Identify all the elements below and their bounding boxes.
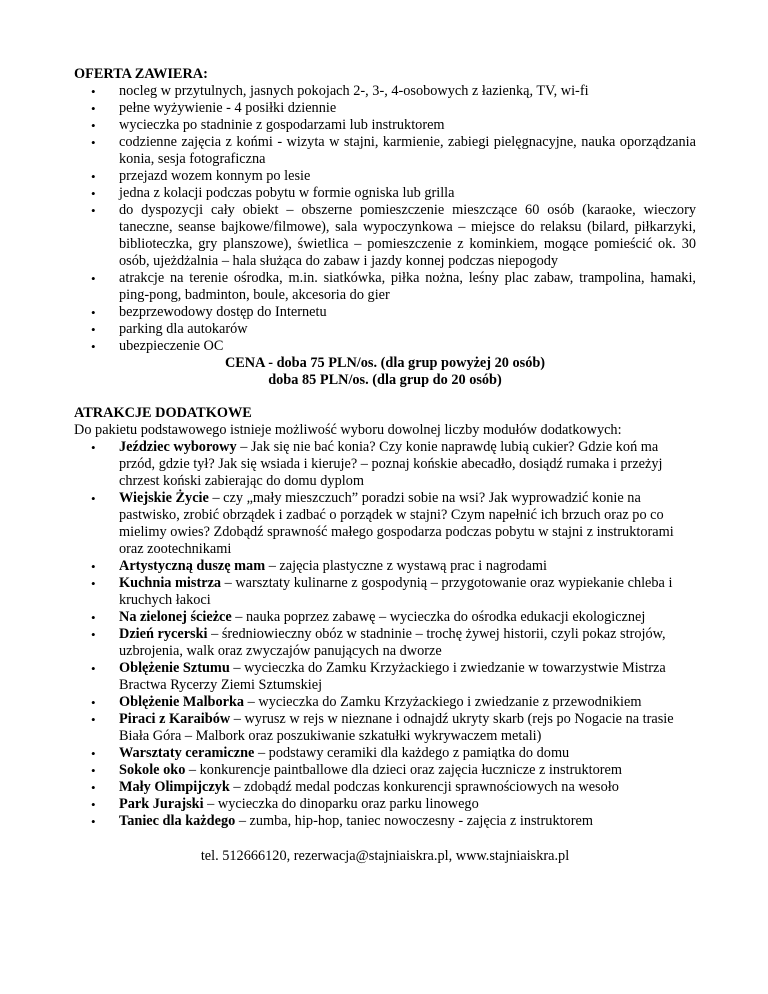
- extras-item: [74, 439, 696, 490]
- extras-item-text: – zumba, hip-hop, taniec nowoczesny - zajęcia z instruktorem: [235, 813, 593, 829]
- extras-item-text: – konkurencje paintballowe dla dzieci oraz zajęcia łucznicze z instruktorem: [185, 762, 622, 778]
- extras-item: [74, 558, 696, 575]
- offer-item: • przejazd wozem konnym po lesie: [74, 168, 696, 185]
- extras-item-text: – podstawy ceramiki dla każdego z pamiątka do domu: [254, 745, 570, 761]
- extras-item: [74, 796, 696, 813]
- extras-item-title: Dzień rycerski: [119, 626, 208, 642]
- offer-item: • wycieczka po stadninie z gospodarzami lub instruktorem: [74, 117, 696, 134]
- extras-item-text: – zajęcia plastyczne z wystawą prac i nagrodami: [265, 558, 547, 574]
- extras-item: [74, 813, 696, 830]
- extras-item-title: Na zielonej ścieżce: [119, 609, 232, 625]
- extras-item-title: Warsztaty ceramiczne: [119, 745, 255, 761]
- extras-item: [74, 575, 696, 609]
- extras-item-text: – warsztaty kulinarne z gospodynią – przygotowanie oraz wypiekanie chleba i kruchych łakoci: [119, 575, 673, 608]
- price-line-1: CENA - doba 75 PLN/os. (dla grup powyżej 20 osób): [224, 355, 546, 371]
- offer-item: • bezprzewodowy dostęp do Internetu: [74, 304, 696, 321]
- extras-item-text: – czy „mały mieszczuch” poradzi sobie na wsi? Jak wyprowadzić konie na pastwisko, zrobić obrządek i zadbać o porządek w stajni? Czym napełnić ich brzuch oraz po co mielimy owies? Zdobądź sprawność małego gospodarza podczas pobytu w stajni z instruktorami oraz zootechnikami: [119, 490, 674, 557]
- offer-item: • atrakcje na terenie ośrodka, m.in. siatkówka, piłka nożna, leśny plac zabaw, trampolina, hamaki, ping-pong, badminton, boule, akcesoria do gier: [74, 270, 696, 304]
- offer-item: • pełne wyżywienie - 4 posiłki dziennie: [74, 100, 696, 117]
- extras-item-title: Sokole oko: [119, 762, 186, 778]
- extras-item: [74, 779, 696, 796]
- extras-item-title: Mały Olimpijczyk: [119, 779, 230, 795]
- extras-item-title: Taniec dla każdego: [119, 813, 236, 829]
- extras-item-title: Jeździec wyborowy: [119, 439, 237, 455]
- price-line-2: doba 85 PLN/os. (dla grup do 20 osób): [268, 372, 502, 388]
- extras-item-text: – nauka poprzez zabawę – wycieczka do ośrodka edukacji ekologicznej: [231, 609, 646, 625]
- offer-item: • do dyspozycji cały obiekt – obszerne pomieszczenie mieszczące 60 osób (karaoke, wieczory taneczne, seanse bajkowe/filmowe), sala wypoczynkowa – miejsce do relaksu (bilard, piłkarzyki, biblioteczka, gry planszowe), świetlica – pomieszczenie z kominkiem, mogące pomieścić ok. 30 osób, ujeżdżalnia – hala służąca do zabaw i jazdy konnej podczas niepogody: [74, 202, 696, 270]
- extras-heading: ATRAKCJE DODATKOWE: [74, 405, 252, 421]
- extras-item-title: Piraci z Karaibów: [119, 711, 231, 727]
- extras-item-title: Kuchnia mistrza: [119, 575, 222, 591]
- extras-item-text: – wycieczka do dinoparku oraz parku linowego: [203, 796, 479, 812]
- extras-item-text: – wycieczka do Zamku Krzyżackiego i zwiedzanie z przewodnikiem: [244, 694, 642, 710]
- document-page: [74, 66, 696, 865]
- offer-item: • nocleg w przytulnych, jasnych pokojach 2-, 3-, 4-osobowych z łazienką, TV, wi-fi: [74, 83, 696, 100]
- offer-heading: OFERTA ZAWIERA:: [74, 66, 208, 82]
- offer-item: • ubezpieczenie OC: [74, 338, 696, 355]
- extras-item: [74, 660, 696, 694]
- extras-list: [74, 439, 696, 830]
- extras-item: [74, 711, 696, 745]
- extras-item-title: Oblężenie Sztumu: [119, 660, 230, 676]
- contact-line: tel. 512666120, rezerwacja@stajniaiskra.pl, www.stajniaiskra.pl: [200, 848, 570, 864]
- extras-item: [74, 762, 696, 779]
- extras-item: [74, 694, 696, 711]
- extras-item-text: – Jak się nie bać konia? Czy konie naprawdę lubią cukier? Gdzie koń ma przód, gdzie tył? Jak się wsiada i kieruje? – poznaj końskie abecadło, dosiądź rumaka i przeżyj chrzest koński zabierając do domu dyplom: [119, 439, 663, 489]
- extras-item-text: – wyrusz w rejs w nieznane i odnajdź ukryty skarb (rejs po Nogacie na trasie Biała Góra – Malbork oraz poszukiwanie szkatułki wykrywaczem metali): [119, 711, 674, 744]
- offer-list: [74, 83, 696, 355]
- extras-item: [74, 609, 696, 626]
- extras-item-title: Wiejskie Życie: [119, 490, 209, 506]
- extras-item: [74, 626, 696, 660]
- offer-item: • codzienne zajęcia z końmi - wizyta w stajni, karmienie, zabiegi pielęgnacyjne, nauka oporządzania konia, sesja fotograficzna: [74, 134, 696, 168]
- extras-item-title: Park Jurajski: [119, 796, 204, 812]
- extras-intro: Do pakietu podstawowego istnieje możliwość wyboru dowolnej liczby modułów dodatkowych:: [74, 422, 622, 438]
- extras-item: [74, 490, 696, 558]
- extras-item-title: Oblężenie Malborka: [119, 694, 245, 710]
- extras-item-text: – średniowieczny obóz w stadninie – trochę żywej historii, czyli pokaz strojów, uzbrojenia, walk oraz zwyczajów panujących na dworze: [119, 626, 666, 659]
- extras-item: [74, 745, 696, 762]
- extras-item-text: – zdobądź medal podczas konkurencji sprawnościowych na wesoło: [229, 779, 619, 795]
- extras-item-text: – wycieczka do Zamku Krzyżackiego i zwiedzanie w towarzystwie Mistrza Bractwa Rycerzy Ziemi Sztumskiej: [119, 660, 666, 693]
- extras-item-title: Artystyczną duszę mam: [119, 558, 266, 574]
- offer-item: • jedna z kolacji podczas pobytu w formie ogniska lub grilla: [74, 185, 696, 202]
- offer-item: • parking dla autokarów: [74, 321, 696, 338]
